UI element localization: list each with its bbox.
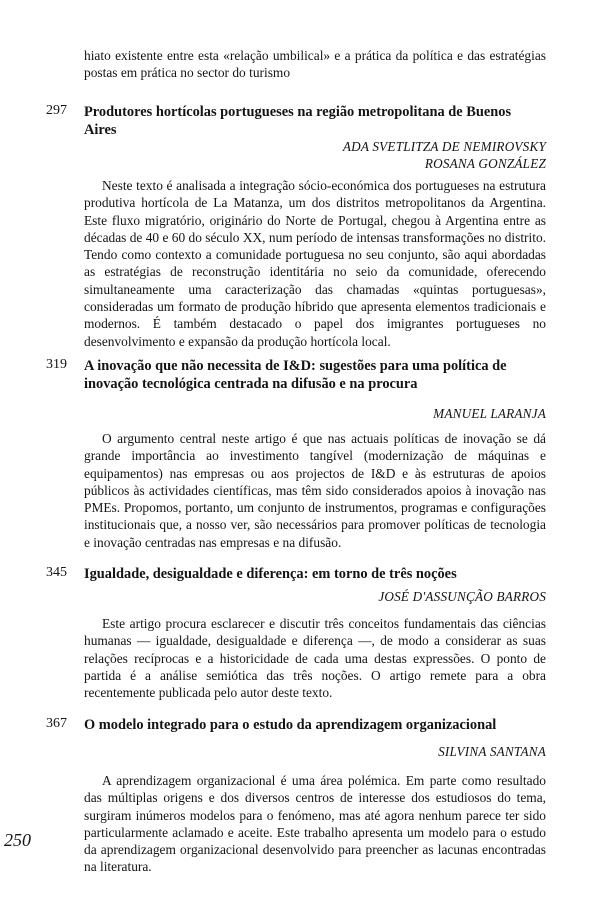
entry-title: Produtores hortícolas portugueses na região metropolitana de Buenos Aires — [84, 104, 512, 138]
author-name: ADA SVETLITZA DE NEMIROVSKY — [342, 139, 546, 154]
entry-title: O modelo integrado para o estudo da aprendizagem organizacional — [84, 717, 497, 733]
entry-authors — [343, 138, 546, 172]
entry-page-number: 367 — [46, 716, 67, 731]
entry-abstract — [84, 772, 546, 876]
entry-abstract — [84, 615, 546, 701]
entry-page-number: 297 — [46, 103, 67, 118]
entry-page-number: 345 — [46, 565, 67, 580]
entry-abstract — [84, 177, 546, 350]
author-name: JOSÉ D'ASSUNÇÃO BARROS — [378, 589, 546, 604]
entry-abstract — [84, 430, 546, 551]
abstract-text: A aprendizagem organizacional é uma área polémica. Em parte como resultado das múltiplas origens e dos diversos centros de interesse dos estudiosos do tema, surgiram inúmeros modelos para o fenómeno, mas até agora nenhum parece ter sido particularmente aclamado e aceite. Este trabalho apresenta um modelo para o estudo da aprendizagem organizacional desenvolvido para preencher as lacunas encontradas na literatura. — [84, 773, 546, 875]
entry-title: Igualdade, desigualdade e diferença: em torno de três noções — [84, 566, 457, 582]
author-name: SILVINA SANTANA — [438, 744, 546, 759]
abstract-text: O argumento central neste artigo é que nas actuais políticas de inovação se dá grande importância ao investimento tangível (modernização de máquinas e equipamentos) nas empresas ou aos projectos de I&D e às estruturas de apoios públicos às actividades científicas, mas têm sido considerados apoios à inovação nas PMEs. Propomos, portanto, um conjunto de instrumentos, programas e configurações institucionais que, a nosso ver, são necessários para promover políticas de tecnologia e inovação centradas nas empresas e na difusão. — [84, 431, 546, 550]
entry-authors — [438, 743, 546, 760]
page-folio-number: 250 — [4, 830, 31, 850]
author-name: MANUEL LARANJA — [433, 406, 546, 421]
abstract-text: Neste texto é analisada a integração sócio-económica dos portugueses na estrutura produtiva hortícola de La Matanza, um dos distritos metropolitanos da Argentina. Este fluxo migratório, originário do Norte de Portugal, chegou à Argentina entre as décadas de 40 e 60 do século XX, num período de intensas transformações no distrito. Tendo como contexto a comunidade portuguesa no seu conjunto, são aqui abordadas as estratégias de reconstrução identitária no seio da comunidade, oferecendo simultaneamente uma caracterização das chamadas «quintas portuguesas», consideradas um formato de produção híbrido que apresenta elementos tradicionais e modernos. É também destacado o papel dos imigrantes portugueses no desenvolvimento e expansão da produção hortícola local. — [84, 178, 546, 349]
entry-authors — [378, 588, 546, 605]
entry-title: A inovação que não necessita de I&D: sugestões para uma política de inovação tecnológica centrada na difusão e na procura — [84, 358, 507, 392]
intro-paragraph: hiato existente entre esta «relação umbilical» e a prática da política e das estratégias postas em prática no sector do turismo — [84, 48, 546, 81]
author-name: ROSANA GONZÁLEZ — [424, 156, 546, 171]
abstract-text: Este artigo procura esclarecer e discutir três conceitos fundamentais das ciências humanas — igualdade, desigualdade e diferença —, de modo a considerar as suas relações recíprocas e a historicidade de cada uma destas expressões. O ponto de partida é a análise semiótica das três noções. O artigo remete para a obra recentemente publicada pelo autor deste texto. — [84, 616, 546, 701]
entry-authors — [433, 405, 546, 422]
entry-page-number: 319 — [46, 357, 67, 372]
